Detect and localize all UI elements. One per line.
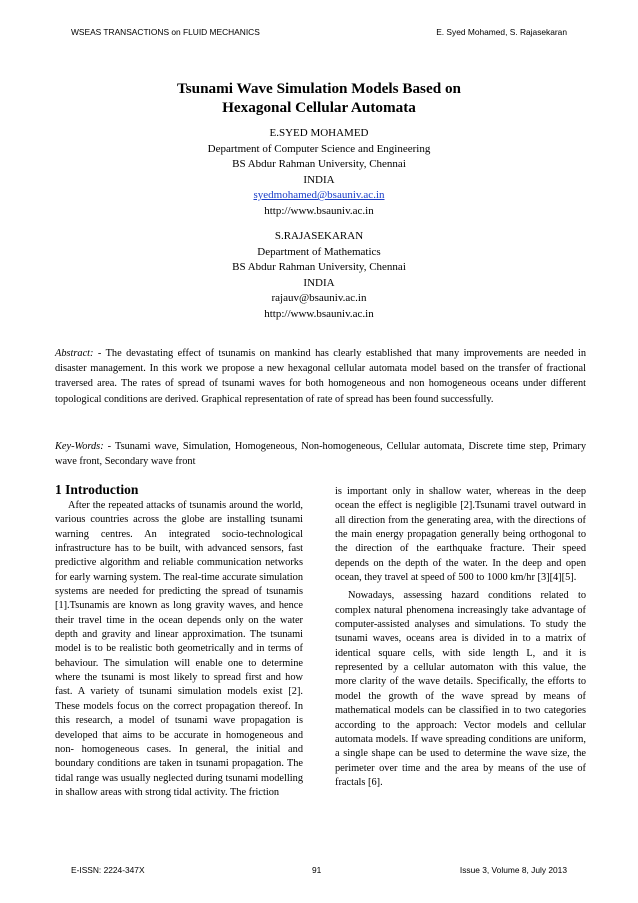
right-column [335,485,586,790]
footer-page-number: 91 [312,865,322,875]
author-1-block [0,126,638,219]
author-2-email: rajauv@bsauniv.ac.in [271,292,367,304]
abstract [55,346,586,407]
author-1-email-link[interactable]: syedmohamed@bsauniv.ac.in [253,189,385,201]
author-1-name: E.SYED MOHAMED [269,127,369,139]
keywords-text: - Tsunami wave, Simulation, Homogeneous, Non-homogeneous, Cellular automata, Discrete time step, Primary wave front, Secondary wave front [55,441,586,468]
intro-left-paragraph: After the repeated attacks of tsunamis around the world, various countries across the globe are installing tsunami warning centres. An integrated socio-technological infrastructure has to be built, with advanced sensors, fast predictive algorithm and reliable communication networks for early warning system. The real-time accurate simulation systems are needed for predicting the spread of tsunamis [1].Tsunamis are known as long gravity waves, and hence their travel time in the ocean depends only on the water depth and gravity and linear approximation. The tsunami model is to be realistic both geometrically and in terms of behaviour. The simulation will enable one to determine where the tsunami is most likely to spread first and how fast. A variety of tsunami simulation models exist [2]. These models focus on the correct propagation thereof. In this research, a model of tsunami wave propagation is developed that aims to be accurate in homogeneous and non- homogeneous cases. In general, the initial and boundary conditions are taken in tsunami propagation. The tidal range was usually neglected during tsunami modelling in shallow areas with strong tidal activity. The friction [55,500,303,798]
author-2-name: S.RAJASEKARAN [274,230,364,242]
author-1-country: INDIA [303,173,335,186]
abstract-label: Abstract: [55,348,94,359]
section-heading-introduction: 1 Introduction [55,482,139,497]
author-1-univ: BS Abdur Rahman University, Chennai [232,158,406,170]
author-1-dept: Department of Computer Science and Engineering [207,142,431,155]
author-2-dept: Department of Mathematics [257,245,381,258]
author-1-web: http://www.bsauniv.ac.in [264,204,374,217]
running-header-authors: E. Syed Mohamed, S. Rajasekaran [436,27,567,37]
footer-issn: E-ISSN: 2224-347X [71,865,145,875]
keywords-label: Key-Words: [55,441,104,452]
author-2-country: INDIA [303,276,335,289]
left-column [55,499,303,800]
author-2-web: http://www.bsauniv.ac.in [264,307,374,320]
keywords [55,439,586,469]
running-header-journal: WSEAS TRANSACTIONS on FLUID MECHANICS [71,27,260,37]
abstract-text: - The devastating effect of tsunamis on mankind has clearly established that many improvements are needed in disaster management. In this work we propose a new hexagonal cellular automata model based on the transfer of fractional traversed area. The rates of spread of tsunami waves for both homogeneous and non homogeneous oceans under different topological conditions are derived. Graphical representation of rate of spread has been found successfully. [55,348,586,405]
author-2-univ: BS Abdur Rahman University, Chennai [232,261,406,273]
intro-right-paragraph-1: is important only in shallow water, whereas in the deep ocean the effect is negligible [2].Tsunami travel outward in all direction from the generating area, with the directions of the main energy propagation generally being orthogonal to the direction of the earthquake fracture. Their speed depends on the depth of the water. In the deep and open ocean, they travel at speed of 500 to 1000 km/hr [3][4][5]. [335,486,586,584]
intro-right-paragraph-2: Nowadays, assessing hazard conditions related to complex natural phenomena increasingly take advantage of computer-assisted analyses and simulations. To study the tsunami waves, oceans area is divided in to a matrix of identical square cells, with side length L, and it is represented by a cellular automaton with this value, the more clarity of the wave details. Specifically, the efforts to model the growth of the wave spread by means of mathematical models can be classified in to two categories according to the approach: Vector models and cellular automata models. If wave spreading conditions are uniform, a single shape can be used to determine the wave size, the perimeter over time and the area by means of the use of fractals [6]. [335,590,586,788]
title-line-2: Hexagonal Cellular Automata [222,99,416,116]
paper-title [0,79,638,117]
footer-issue: Issue 3, Volume 8, July 2013 [459,865,567,875]
author-2-block [0,229,638,322]
title-line-1: Tsunami Wave Simulation Models Based on [177,80,461,97]
